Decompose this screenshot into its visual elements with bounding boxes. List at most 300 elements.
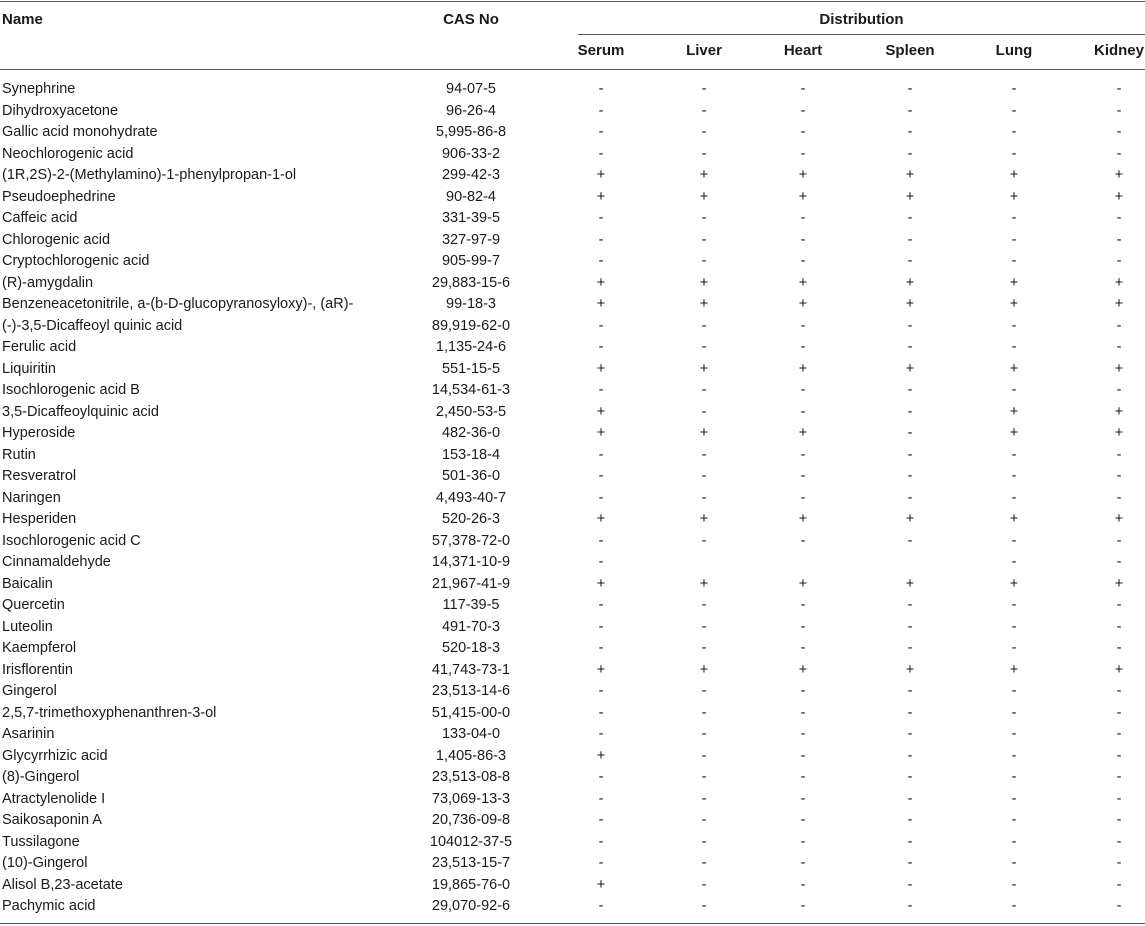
cell-serum: + <box>596 403 606 420</box>
cell-serum: - <box>598 812 604 828</box>
cell-kidney: - <box>1116 876 1122 893</box>
cell-heart: - <box>800 468 806 484</box>
cell-name: 2,5,7-trimethoxyphenanthren-3-ol <box>2 704 217 721</box>
cell-lung: - <box>1011 210 1017 226</box>
cell-liver: - <box>701 898 707 914</box>
cell-name: Tussilagone <box>2 833 80 850</box>
cell-liver: - <box>701 145 707 162</box>
table-row <box>0 681 1145 703</box>
table-row <box>0 294 1145 316</box>
cell-liver: - <box>701 339 707 355</box>
cell-lung: + <box>1009 360 1019 377</box>
table-row <box>0 316 1145 338</box>
table-row <box>0 230 1145 252</box>
cell-name: Neochlorogenic acid <box>2 145 134 162</box>
cell-spleen: - <box>907 210 913 226</box>
table-row <box>0 896 1145 918</box>
cell-heart: + <box>798 575 808 592</box>
cell-cas-no: 57,378-72-0 <box>431 532 511 549</box>
cell-name: Atractylenolide I <box>2 790 106 807</box>
table-row <box>0 380 1145 402</box>
cell-heart: + <box>798 167 808 183</box>
cell-cas-no: 520-26-3 <box>441 511 501 527</box>
table-row <box>0 337 1145 359</box>
cell-spleen: - <box>907 231 913 248</box>
cell-serum: - <box>598 833 604 850</box>
cell-liver: + <box>699 296 709 312</box>
cell-serum: + <box>596 661 606 678</box>
cell-cas-no: 905-99-7 <box>441 253 501 269</box>
cell-heart: + <box>798 188 808 205</box>
table-row <box>0 617 1145 639</box>
cell-lung: - <box>1011 833 1017 850</box>
cell-cas-no: 327-97-9 <box>441 231 501 248</box>
table-row <box>0 402 1145 424</box>
cell-kidney: - <box>1116 532 1122 549</box>
cell-heart: + <box>798 661 808 678</box>
cell-serum: - <box>598 489 604 506</box>
cell-name: Glycyrrhizic acid <box>2 747 108 764</box>
cell-heart: - <box>800 876 806 893</box>
distribution-subrule <box>578 34 1145 35</box>
table-row <box>0 359 1145 381</box>
cell-lung: - <box>1011 145 1017 162</box>
cell-lung: + <box>1009 575 1019 592</box>
cell-lung: + <box>1009 661 1019 678</box>
table-row <box>0 789 1145 811</box>
table-row <box>0 509 1145 531</box>
cell-kidney: - <box>1116 489 1122 506</box>
cell-heart: - <box>800 210 806 226</box>
cell-name: Cinnamaldehyde <box>2 554 111 570</box>
header-serum: Serum <box>577 42 625 59</box>
cell-lung: - <box>1011 747 1017 764</box>
cell-serum: - <box>598 532 604 549</box>
cell-name: Pseudoephedrine <box>2 188 116 205</box>
cell-heart: + <box>798 360 808 377</box>
cell-liver: - <box>701 403 707 420</box>
cell-cas-no: 14,534-61-3 <box>431 382 511 398</box>
cell-heart: - <box>800 726 806 742</box>
cell-name: Baicalin <box>2 575 53 592</box>
cell-serum: + <box>596 188 606 205</box>
cell-spleen: - <box>907 403 913 420</box>
cell-kidney: - <box>1116 726 1122 742</box>
cell-cas-no: 23,513-14-6 <box>431 683 511 699</box>
cell-spleen: + <box>905 296 915 312</box>
table-row <box>0 574 1145 596</box>
cell-heart: - <box>800 704 806 721</box>
table-row <box>0 832 1145 854</box>
cell-name: Irisflorentin <box>2 661 73 678</box>
cell-serum: - <box>598 253 604 269</box>
cell-heart: - <box>800 339 806 355</box>
cell-lung: - <box>1011 124 1017 140</box>
cell-cas-no: 1,405-86-3 <box>435 747 507 764</box>
table-row <box>0 273 1145 295</box>
cell-cas-no: 14,371-10-9 <box>431 554 511 570</box>
cell-lung: - <box>1011 339 1017 355</box>
table-row <box>0 767 1145 789</box>
cell-kidney: + <box>1114 661 1124 678</box>
cell-heart: - <box>800 683 806 699</box>
cell-spleen: + <box>905 167 915 183</box>
cell-spleen: - <box>907 102 913 119</box>
table-row <box>0 875 1145 897</box>
cell-lung: - <box>1011 790 1017 807</box>
cell-spleen: - <box>907 640 913 656</box>
cell-serum: - <box>598 704 604 721</box>
cell-name: Saikosaponin A <box>2 812 102 828</box>
cell-spleen: - <box>907 145 913 162</box>
cell-name: Liquiritin <box>2 360 56 377</box>
table-top-rule <box>0 1 1145 2</box>
cell-lung: + <box>1009 511 1019 527</box>
cell-liver: - <box>701 231 707 248</box>
cell-kidney: - <box>1116 898 1122 914</box>
cell-lung: - <box>1011 726 1017 742</box>
cell-heart: + <box>798 425 808 441</box>
cell-spleen: - <box>907 446 913 463</box>
cell-liver: - <box>701 210 707 226</box>
table-row <box>0 101 1145 123</box>
cell-heart: - <box>800 790 806 807</box>
cell-name: Hesperiden <box>2 511 77 527</box>
table-row <box>0 488 1145 510</box>
cell-name: (8)-Gingerol <box>2 769 80 785</box>
cell-cas-no: 2,450-53-5 <box>435 403 507 420</box>
cell-heart: + <box>798 511 808 527</box>
cell-kidney: - <box>1116 446 1122 463</box>
cell-name: Asarinin <box>2 726 55 742</box>
cell-spleen: - <box>907 124 913 140</box>
table-row <box>0 531 1145 553</box>
table-row <box>0 445 1145 467</box>
header-name: Name <box>2 11 43 28</box>
cell-serum: + <box>596 425 606 441</box>
cell-kidney: - <box>1116 145 1122 162</box>
table-row <box>0 810 1145 832</box>
cell-heart: - <box>800 231 806 248</box>
cell-kidney: - <box>1116 855 1122 871</box>
cell-serum: - <box>598 446 604 463</box>
header-spleen: Spleen <box>885 42 935 59</box>
table-row <box>0 144 1145 166</box>
cell-name: Gallic acid monohydrate <box>2 124 158 140</box>
cell-liver: - <box>701 876 707 893</box>
cell-name: Alisol B,23-acetate <box>2 876 123 893</box>
cell-lung: - <box>1011 683 1017 699</box>
cell-lung: - <box>1011 446 1017 463</box>
cell-lung: + <box>1009 274 1019 291</box>
cell-kidney: - <box>1116 210 1122 226</box>
cell-liver: - <box>701 855 707 871</box>
cell-serum: + <box>596 876 606 893</box>
cell-name: Chlorogenic acid <box>2 231 111 248</box>
cell-heart: - <box>800 833 806 850</box>
cell-lung: - <box>1011 231 1017 248</box>
cell-cas-no: 23,513-08-8 <box>431 769 511 785</box>
cell-serum: - <box>598 790 604 807</box>
cell-cas-no: 94-07-5 <box>446 81 496 97</box>
cell-spleen: - <box>907 81 913 97</box>
cell-liver: - <box>701 790 707 807</box>
cell-kidney: - <box>1116 382 1122 398</box>
cell-serum: - <box>598 769 604 785</box>
cell-liver: - <box>701 618 707 635</box>
cell-lung: - <box>1011 812 1017 828</box>
cell-kidney: - <box>1116 554 1122 570</box>
cell-heart: - <box>800 532 806 549</box>
cell-kidney: - <box>1116 640 1122 656</box>
cell-name: Resveratrol <box>2 468 77 484</box>
cell-serum: + <box>596 575 606 592</box>
cell-lung: - <box>1011 81 1017 97</box>
cell-serum: - <box>598 898 604 914</box>
cell-cas-no: 520-18-3 <box>441 640 501 656</box>
cell-serum: - <box>598 855 604 871</box>
cell-liver: - <box>701 532 707 549</box>
cell-kidney: + <box>1114 167 1124 183</box>
cell-kidney: - <box>1116 790 1122 807</box>
cell-spleen: - <box>907 425 913 441</box>
cell-serum: + <box>596 274 606 291</box>
cell-kidney: + <box>1114 188 1124 205</box>
cell-spleen: - <box>907 532 913 549</box>
cell-serum: + <box>596 167 606 183</box>
cell-cas-no: 23,513-15-7 <box>431 855 511 871</box>
cell-serum: - <box>598 683 604 699</box>
cell-heart: - <box>800 855 806 871</box>
cell-kidney: + <box>1114 360 1124 377</box>
cell-cas-no: 551-15-5 <box>441 360 501 377</box>
cell-liver: + <box>699 188 709 205</box>
cell-liver: - <box>701 468 707 484</box>
cell-kidney: + <box>1114 511 1124 527</box>
cell-kidney: - <box>1116 124 1122 140</box>
cell-kidney: + <box>1114 575 1124 592</box>
cell-spleen: - <box>907 468 913 484</box>
cell-spleen: - <box>907 747 913 764</box>
cell-lung: - <box>1011 102 1017 119</box>
cell-liver: - <box>701 833 707 850</box>
table-row <box>0 165 1145 187</box>
cell-spleen: - <box>907 253 913 269</box>
cell-lung: + <box>1009 167 1019 183</box>
cell-name: (1R,2S)-2-(Methylamino)-1-phenylpropan-1-ol <box>2 167 297 183</box>
table-row <box>0 79 1145 101</box>
cell-spleen: - <box>907 855 913 871</box>
cell-liver: - <box>701 253 707 269</box>
cell-heart: - <box>800 145 806 162</box>
cell-kidney: - <box>1116 769 1122 785</box>
header-bottom-rule <box>0 69 1145 70</box>
cell-liver: - <box>701 812 707 828</box>
cell-liver: + <box>699 661 709 678</box>
cell-serum: - <box>598 145 604 162</box>
cell-spleen: - <box>907 790 913 807</box>
cell-cas-no: 20,736-09-8 <box>431 812 511 828</box>
cell-kidney: - <box>1116 833 1122 850</box>
cell-cas-no: 5,995-86-8 <box>435 124 507 140</box>
cell-cas-no: 153-18-4 <box>441 446 501 463</box>
cell-spleen: - <box>907 382 913 398</box>
cell-heart: - <box>800 102 806 119</box>
cell-liver: - <box>701 769 707 785</box>
cell-name: Pachymic acid <box>2 898 96 914</box>
cell-cas-no: 482-36-0 <box>441 425 501 441</box>
cell-kidney: - <box>1116 339 1122 355</box>
cell-spleen: - <box>907 618 913 635</box>
cell-cas-no: 501-36-0 <box>441 468 501 484</box>
cell-kidney: - <box>1116 683 1122 699</box>
cell-heart: - <box>800 253 806 269</box>
cell-spleen: - <box>907 898 913 914</box>
cell-serum: - <box>598 726 604 742</box>
header-cas-no: CAS No <box>443 11 499 28</box>
cell-spleen: - <box>907 597 913 613</box>
header-liver: Liver <box>686 42 722 59</box>
cell-serum: + <box>596 747 606 764</box>
cell-serum: - <box>598 339 604 355</box>
cell-lung: + <box>1009 296 1019 312</box>
cell-name: Ferulic acid <box>2 339 77 355</box>
cell-kidney: - <box>1116 747 1122 764</box>
cell-lung: + <box>1009 403 1019 420</box>
cell-name: (10)-Gingerol <box>2 855 88 871</box>
cell-spleen: + <box>905 274 915 291</box>
cell-serum: - <box>598 317 604 334</box>
cell-lung: - <box>1011 704 1017 721</box>
header-heart: Heart <box>783 42 823 59</box>
cell-name: Dihydroxyacetone <box>2 102 119 119</box>
cell-spleen: - <box>907 812 913 828</box>
cell-spleen: - <box>907 339 913 355</box>
cell-name: Cryptochlorogenic acid <box>2 253 150 269</box>
cell-cas-no: 299-42-3 <box>441 167 501 183</box>
cell-name: Rutin <box>2 446 36 463</box>
cell-kidney: - <box>1116 317 1122 334</box>
cell-serum: - <box>598 554 604 570</box>
cell-liver: + <box>699 575 709 592</box>
cell-liver: + <box>699 511 709 527</box>
cell-cas-no: 90-82-4 <box>446 188 496 205</box>
cell-serum: - <box>598 618 604 635</box>
cell-heart: - <box>800 124 806 140</box>
cell-kidney: + <box>1114 403 1124 420</box>
cell-spleen: - <box>907 683 913 699</box>
table-row <box>0 251 1145 273</box>
cell-name: Hyperoside <box>2 425 76 441</box>
cell-spleen: - <box>907 317 913 334</box>
cell-cas-no: 117-39-5 <box>442 597 500 613</box>
cell-serum: - <box>598 231 604 248</box>
cell-cas-no: 51,415-00-0 <box>431 704 511 721</box>
cell-name: Isochlorogenic acid C <box>2 532 141 549</box>
cell-serum: - <box>598 102 604 119</box>
header-kidney: Kidney <box>1093 42 1144 59</box>
cell-name: Isochlorogenic acid B <box>2 382 140 398</box>
cell-serum: - <box>598 81 604 97</box>
cell-kidney: + <box>1114 296 1124 312</box>
cell-cas-no: 99-18-3 <box>446 296 496 312</box>
cell-lung: - <box>1011 382 1017 398</box>
cell-lung: - <box>1011 876 1017 893</box>
table-body <box>0 79 1145 918</box>
cell-liver: - <box>701 124 707 140</box>
table-row <box>0 122 1145 144</box>
cell-heart: - <box>800 382 806 398</box>
header-distribution: Distribution <box>819 11 904 28</box>
cell-cas-no: 906-33-2 <box>441 145 501 162</box>
cell-cas-no: 331-39-5 <box>441 210 501 226</box>
cell-kidney: - <box>1116 102 1122 119</box>
cell-spleen: - <box>907 876 913 893</box>
cell-name: Caffeic acid <box>2 210 78 226</box>
cell-heart: - <box>800 317 806 334</box>
cell-spleen: + <box>905 511 915 527</box>
cell-serum: + <box>596 360 606 377</box>
cell-cas-no: 491-70-3 <box>441 618 501 635</box>
cell-name: Quercetin <box>2 597 65 613</box>
table-bottom-rule <box>0 923 1145 924</box>
cell-liver: - <box>701 704 707 721</box>
cell-kidney: - <box>1116 231 1122 248</box>
cell-cas-no: 29,883-15-6 <box>431 274 511 291</box>
cell-lung: + <box>1009 188 1019 205</box>
cell-heart: + <box>798 296 808 312</box>
cell-liver: + <box>699 425 709 441</box>
cell-cas-no: 41,743-73-1 <box>431 661 511 678</box>
cell-lung: - <box>1011 317 1017 334</box>
cell-liver: - <box>701 102 707 119</box>
cell-heart: - <box>800 898 806 914</box>
cell-lung: - <box>1011 532 1017 549</box>
cell-liver: - <box>701 683 707 699</box>
cell-liver: + <box>699 167 709 183</box>
table-row <box>0 724 1145 746</box>
cell-lung: - <box>1011 489 1017 506</box>
cell-kidney: - <box>1116 468 1122 484</box>
cell-kidney: - <box>1116 253 1122 269</box>
cell-kidney: - <box>1116 81 1122 97</box>
cell-lung: - <box>1011 769 1017 785</box>
cell-serum: - <box>598 382 604 398</box>
cell-liver: + <box>699 360 709 377</box>
cell-liver: - <box>701 747 707 764</box>
cell-kidney: - <box>1116 704 1122 721</box>
table-row <box>0 423 1145 445</box>
cell-lung: + <box>1009 425 1019 441</box>
cell-spleen: - <box>907 769 913 785</box>
cell-spleen: + <box>905 188 915 205</box>
cell-cas-no: 21,967-41-9 <box>431 575 511 592</box>
cell-liver: - <box>701 726 707 742</box>
cell-heart: - <box>800 489 806 506</box>
cell-liver: - <box>701 317 707 334</box>
cell-name: (R)-amygdalin <box>2 274 94 291</box>
cell-heart: - <box>800 403 806 420</box>
table-row <box>0 595 1145 617</box>
cell-spleen: - <box>907 704 913 721</box>
cell-name: Benzeneacetonitrile, a-(b-D-glucopyranosyloxy)-, (aR)- <box>2 296 354 312</box>
cell-heart: - <box>800 81 806 97</box>
cell-serum: - <box>598 124 604 140</box>
cell-heart: - <box>800 446 806 463</box>
cell-heart: + <box>798 274 808 291</box>
cell-liver: - <box>701 382 707 398</box>
cell-heart: - <box>800 747 806 764</box>
